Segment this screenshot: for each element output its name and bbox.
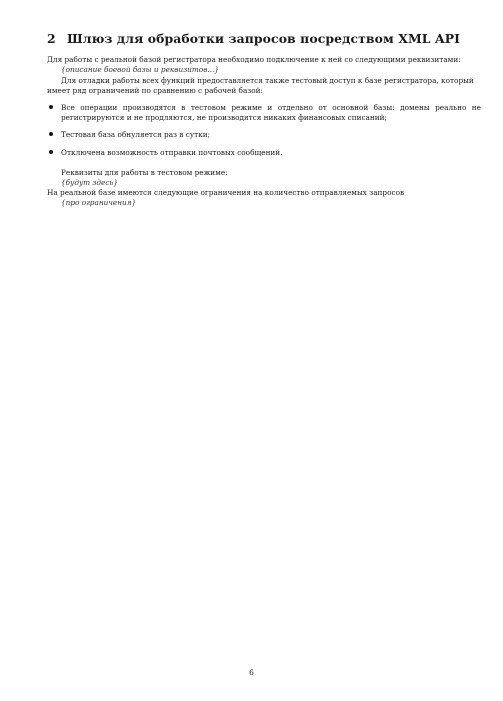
list-item [61, 130, 481, 140]
bullet-icon [49, 132, 53, 136]
test-paragraph-line2: имеет ряд ограничений по сравнению с рабочей базой: [47, 86, 263, 95]
intro-placeholder: {описание боевой базы и реквизитов...} [61, 65, 220, 74]
section-title: Шлюз для обработки запросов посредством XML API [67, 31, 461, 46]
list-item-text: Тестовая база обнуляется раз в сутки; [61, 130, 211, 139]
test-paragraph-line1: Для отладки работы всех функций предоставляется также тестовый доступ к базе регистратора, который [61, 76, 474, 85]
bullet-icon [49, 105, 53, 109]
list-item-text: Отключена возможность отправки почтовых сообщений. [61, 148, 283, 157]
requisites-label: Реквизиты для работы в тестовом режиме: [61, 168, 228, 177]
limits-placeholder: {про ограничения} [61, 198, 137, 207]
bullet-icon [49, 150, 53, 154]
list-item-text: Все операции производятся в тестовом режиме и отдельно от основной базы: домены реально не регистрируются и не продляются, не производятся никаких финансовых списаний; [61, 103, 481, 122]
section-heading [47, 31, 460, 46]
intro-paragraph: Для работы с реальной базой регистратора необходимо подключение к ней со следующими реквизитами: [47, 55, 461, 64]
list-item [61, 148, 481, 158]
list-item [61, 103, 481, 122]
limits-paragraph: На реальной базе имеются следующие ограничения на количество отправляемых запросов [47, 188, 405, 197]
section-number: 2 [47, 31, 56, 46]
page-number: 6 [249, 668, 254, 677]
requisites-placeholder: {будут здесь} [61, 178, 119, 187]
